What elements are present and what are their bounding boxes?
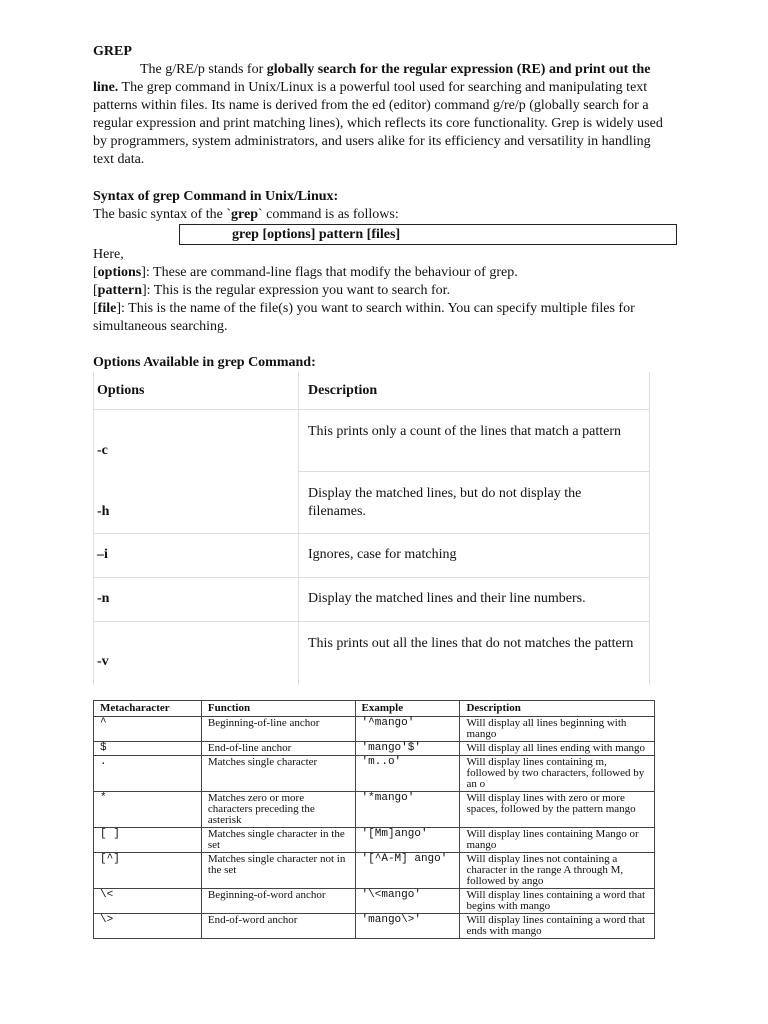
meta-example: '^mango' [355,717,460,742]
def-file: [file]: This is the name of the file(s) you want to search within. You can specify multiple files for simultaneous searching. [93,301,635,334]
option-i-desc: Ignores, case for matching [308,547,457,562]
meta-example: 'mango\>' [355,914,460,939]
meta-function: Matches single character in the set [201,828,355,853]
table-row [94,742,655,756]
description-col-header: Description [308,383,378,398]
meta-header: Description [460,701,655,717]
option-v: -v [97,654,109,669]
meta-description: Will display lines not containing a character in the range A through M, followed by ango [460,853,655,889]
options-table [93,372,650,685]
meta-description: Will display lines containing m, followed by two characters, followed by an o [460,756,655,792]
intro-bold: globally search for the regular expression (RE) and print out the line. [93,62,651,95]
option-n-desc: Display the matched lines and their line numbers. [308,591,586,606]
meta-header: Function [201,701,355,717]
meta-char: \> [94,914,202,939]
meta-description: Will display all lines ending with mango [460,742,655,756]
syntax-box: grep [options] pattern [files] [179,224,677,245]
meta-example: '\<mango' [355,889,460,914]
meta-function: End-of-word anchor [201,914,355,939]
meta-function: Beginning-of-word anchor [201,889,355,914]
option-h-desc: Display the matched lines, but do not display the filenames. [308,486,582,519]
meta-function: Matches single character [201,756,355,792]
meta-header: Metacharacter [94,701,202,717]
syntax-lead: The basic syntax of the `grep` command is as follows: [93,207,399,222]
def-pattern: [pattern]: This is the regular expression you want to search for. [93,283,451,298]
def-options: [options]: These are command-line flags that modify the behaviour of grep. [93,265,518,280]
meta-description: Will display lines containing a word that ends with mango [460,914,655,939]
table-row [94,889,655,914]
meta-function: Matches zero or more characters preceding the asterisk [201,792,355,828]
meta-description: Will display lines containing Mango or mango [460,828,655,853]
intro-lead: The g/RE/p stands for [140,62,267,77]
meta-example: 'm..o' [355,756,460,792]
meta-char: $ [94,742,202,756]
metacharacter-table [93,700,655,939]
meta-char: ^ [94,717,202,742]
meta-example: 'mango'$' [355,742,460,756]
meta-description: Will display lines with zero or more spaces, followed by the pattern mango [460,792,655,828]
meta-description: Will display lines containing a word that begins with mango [460,889,655,914]
table-row [94,717,655,742]
meta-char: . [94,756,202,792]
option-i: –i [97,547,108,562]
option-n: -n [97,591,110,606]
intro-rest: The grep command in Unix/Linux is a powerful tool used for searching and manipulating text patterns within files. Its name is derived from the ed (editor) command g/re/p (globally search for a regular expression and print matching lines), which reflects its core functionality. Grep is widely used by programmers, system administrators, and users alike for its efficiency and versatility in handling text data. [93,80,663,167]
meta-function: Beginning-of-line anchor [201,717,355,742]
meta-description: Will display all lines beginning with mango [460,717,655,742]
intro-paragraph [93,61,668,169]
meta-char: [ ] [94,828,202,853]
options-col-header: Options [97,383,145,398]
meta-char: * [94,792,202,828]
table-row [94,853,655,889]
options-heading: Options Available in grep Command: [93,355,316,370]
meta-char: \< [94,889,202,914]
option-h: -h [97,504,110,519]
here-label: Here, [93,247,124,262]
meta-example: '[^A-M] ango' [355,853,460,889]
meta-example: '*mango' [355,792,460,828]
syntax-heading: Syntax of grep Command in Unix/Linux: [93,189,339,204]
meta-header: Example [355,701,460,717]
table-row [94,756,655,792]
page-title: GREP [93,44,132,59]
option-c: -c [97,443,108,458]
meta-function: Matches single character not in the set [201,853,355,889]
table-row [94,914,655,939]
table-row [94,828,655,853]
option-v-desc: This prints out all the lines that do not matches the pattern [308,636,634,651]
meta-function: End-of-line anchor [201,742,355,756]
meta-char: [^] [94,853,202,889]
meta-example: '[Mm]ango' [355,828,460,853]
table-row [94,792,655,828]
meta-header-row [94,701,655,717]
option-c-desc: This prints only a count of the lines that match a pattern [308,424,621,439]
